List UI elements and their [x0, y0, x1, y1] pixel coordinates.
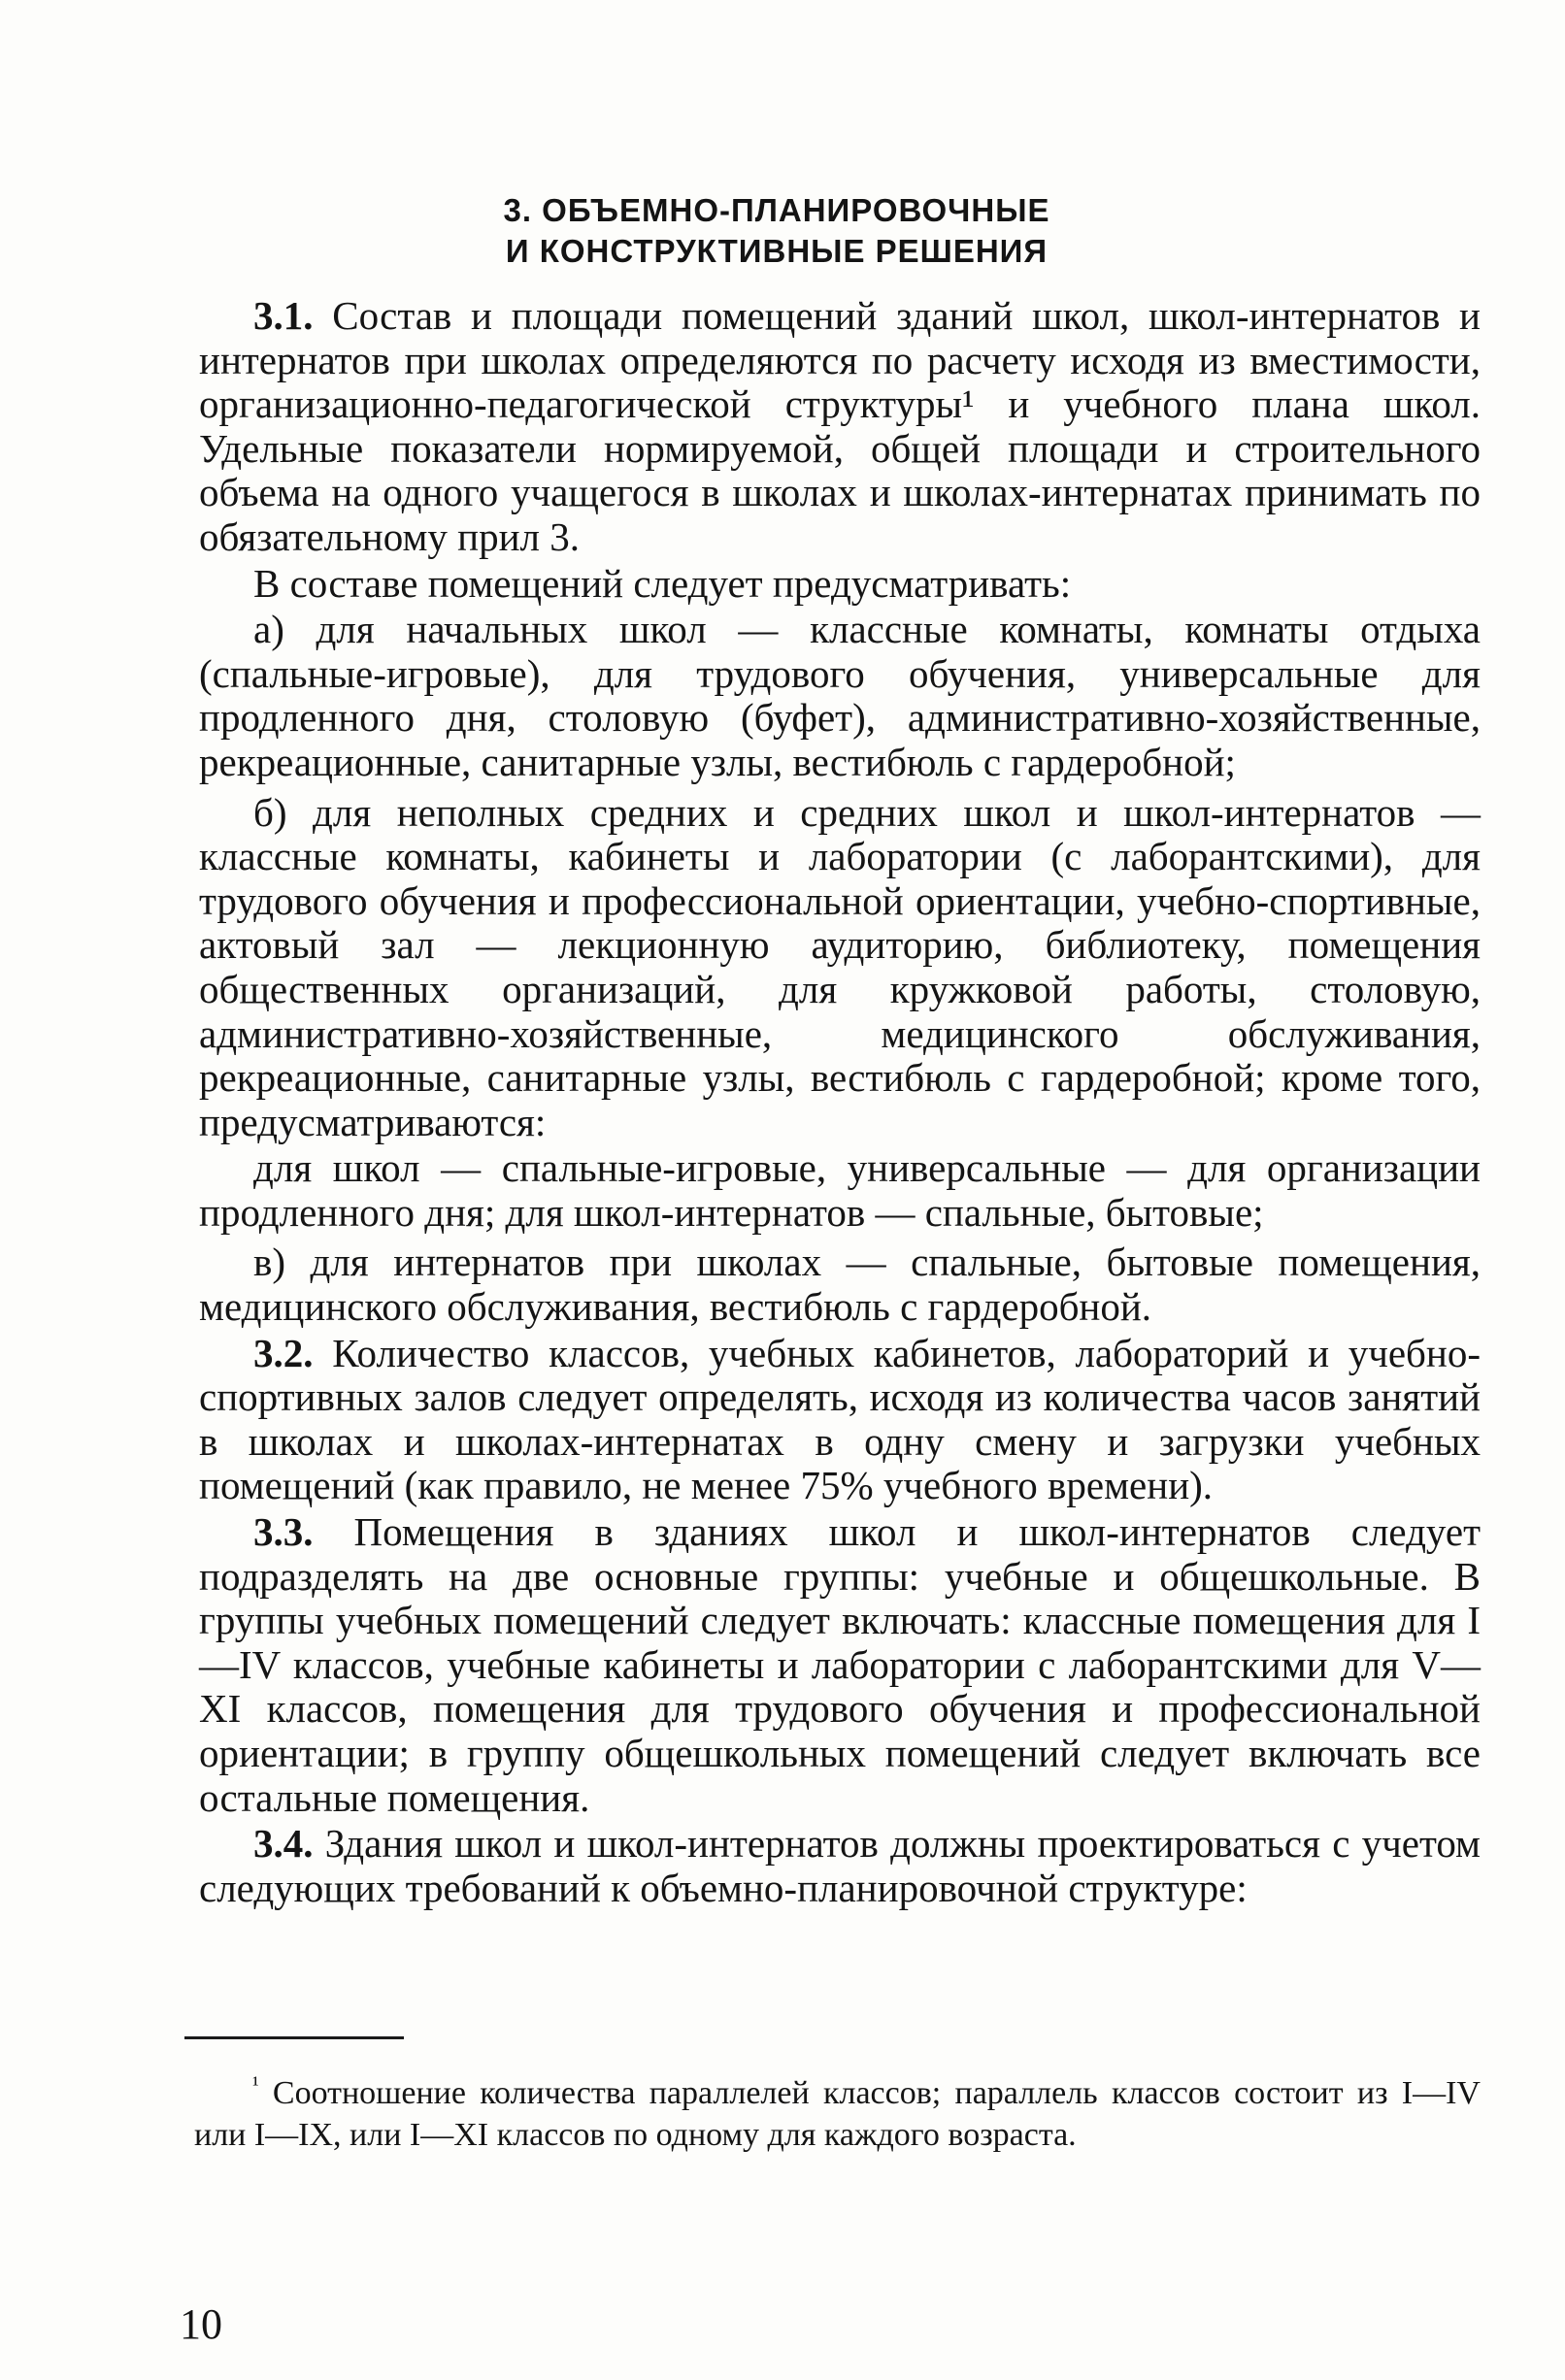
page-number: 10: [180, 2300, 222, 2348]
list-item-b: [199, 791, 1481, 1145]
footnote-divider: [184, 2036, 404, 2039]
paragraph-3-3: [199, 1510, 1481, 1820]
paragraph-text: в) для интернатов при школах — спальные, бытовые помещения, медицинского обслуживания, вестибюль с гардеробной.: [199, 1240, 1481, 1330]
section-heading: [194, 190, 1359, 272]
paragraph-text: Помещения в зданиях школ и школ-интернатов следует подразделять на две основные группы: учебные и общешкольные. В группы учебных помещений следует включать: классные помещения для I—IV классов, учебные кабинеты и лаборатории с лаборантскими для V—XI классов, помещения для трудового обучения и профессиональной ориентации; в группу общешкольных помещений следует включать все остальные помещения.: [199, 1509, 1481, 1820]
clause-number: 3.4.: [253, 1821, 314, 1867]
section-heading-line-2: И КОНСТРУКТИВНЫЕ РЕШЕНИЯ: [505, 233, 1049, 269]
paragraph-text: В составе помещений следует предусматривать:: [253, 560, 1072, 606]
paragraph-3-2: [199, 1332, 1481, 1508]
paragraph-text: Здания школ и школ-интернатов должны проектироваться с учетом следующих требований к объемно-планировочной структуре:: [199, 1821, 1481, 1910]
paragraph-text: для школ — спальные-игровые, универсальные — для организации продленного дня; для школ-интернатов — спальные, бытовые;: [199, 1145, 1481, 1235]
clause-number: 3.1.: [253, 293, 314, 338]
paragraph-text: Состав и площади помещений зданий школ, школ-интернатов и интернатов при школах определяются по расчету исходя из вместимости, организационно-педагогической структуры¹ и учебного плана школ. Удельные показатели нормируемой, общей площади и строительного объема на одного учащегося в школах и школах-интернатах принимать по обязательному прил 3.: [199, 293, 1481, 559]
paragraph-composition-intro: [199, 562, 1481, 607]
section-heading-line-1: 3. ОБЪЕМНО-ПЛАНИРОВОЧНЫЕ: [503, 192, 1050, 228]
list-item-a: [199, 608, 1481, 784]
clause-number: 3.3.: [253, 1509, 314, 1555]
footnote: [194, 2072, 1481, 2156]
list-item-v: [199, 1240, 1481, 1329]
clause-number: 3.2.: [253, 1330, 314, 1375]
footnote-text: Соотношение количества параллелей классов; параллель классов состоит из I—IV или I—IX, или I—XI классов по одному для каждого возраста.: [194, 2075, 1481, 2153]
paragraph-3-4: [199, 1822, 1481, 1910]
paragraph-text: Количество классов, учебных кабинетов, лабораторий и учебно-спортивных залов следует определять, исходя из количества часов занятий в школах и школах-интернатах в одну смену и загрузки учебных помещений (как правило, не менее 75% учебного времени).: [199, 1330, 1481, 1508]
paragraph-text: б) для неполных средних и средних школ и школ-интернатов — классные комнаты, кабинеты и лаборатории (с лаборантскими), для трудового обучения и профессиональной ориентации, учебно-спортивные, актовый зал — лекционную аудиторию, библиотеку, помещения общественных организаций, для кружковой работы, столовую, административно-хозяйственные, медицинского обслуживания, рекреационные, санитарные узлы, вестибюль с гардеробной; кроме того, предусматриваются:: [199, 789, 1481, 1144]
paragraph-text: а) для начальных школ — классные комнаты, комнаты отдыха (спальные-игровые), для трудового обучения, универсальные для продленного дня, столовую (буфет), административно-хозяйственные, рекреационные, санитарные узлы, вестибюль с гардеробной;: [199, 607, 1481, 784]
paragraph-3-1: [199, 294, 1481, 560]
list-item-b-addition: [199, 1146, 1481, 1235]
footnote-marker: ¹: [252, 2071, 259, 2097]
body-text: [199, 294, 1481, 1910]
